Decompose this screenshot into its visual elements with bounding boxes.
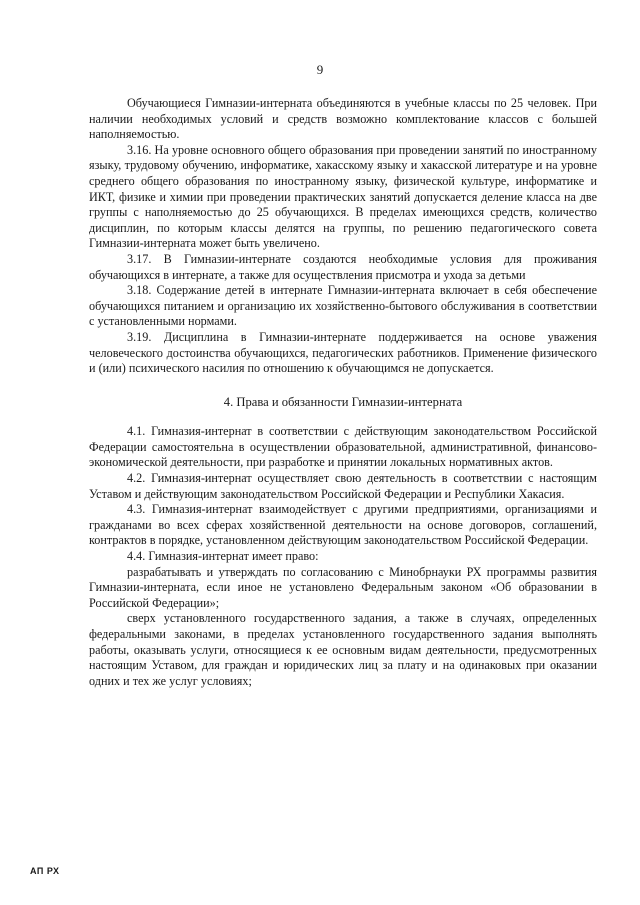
paragraph-3-19: 3.19. Дисциплина в Гимназии-интернате поддерживается на основе уважения человеческого достоинства обучающихся, педагогических работников. Применение физического и (или) психического насилия по отношению к обучающимся не допускается.: [89, 329, 597, 376]
section-heading: 4. Права и обязанности Гимназии-интерната: [223, 394, 463, 409]
paragraph-4-1: 4.1. Гимназия-интернат в соответствии с действующим законодательством Российской Федерации самостоятельна в осуществлении образовательной, административной, финансово-экономической деятельности, при разработке и принятии локальных нормативных актов.: [89, 424, 597, 470]
page-number: 9: [316, 62, 324, 77]
paragraph-right-development-programs: разрабатывать и утверждать по согласованию с Минобрнауки РХ программы развития Гимназии-интерната, если иное не установлено Федеральным законом «Об образовании в Российской Федерации»;: [89, 564, 597, 610]
paragraph-4-4: 4.4. Гимназия-интернат имеет право:: [127, 549, 319, 564]
paragraph-4-2: 4.2. Гимназия-интернат осуществляет свою деятельность в соответствии с настоящим Уставом и действующим законодательством Российской Федерации и Республики Хакасия.: [89, 471, 597, 501]
document-body: [89, 96, 597, 689]
paragraph-3-18: 3.18. Содержание детей в интернате Гимназии-интерната включает в себя обеспечение обучающихся питанием и организацию их хозяйственно-бытового обслуживания в соответствии с установленными нормами.: [89, 283, 597, 329]
paragraph-3-17: 3.17. В Гимназии-интернате создаются необходимые условия для проживания обучающихся в интернате, а также для осуществления присмотра и ухода за детьми: [89, 251, 597, 282]
paragraph-3-16: 3.16. На уровне основного общего образования при проведении занятий по иностранному языку, трудовому обучению, информатике, хакасскому языку и хакасской литературе и на уровне среднего общего образования по иностранному языку, физической культуре, информатике и ИКТ, физике и химии при проведении практических занятий допускается деление класса на две группы с наполняемостью до 25 обучающихся. В пределах имеющихся средств, количество дисциплин, по которым классы делятся на группы, по решению педагогического совета Гимназии-интерната может быть увеличено.: [89, 142, 597, 251]
corner-stamp-mark: АП РХ: [30, 866, 60, 876]
paragraph-4-3: 4.3. Гимназия-интернат взаимодействует с другими предприятиями, организациями и гражданами во всех сферах хозяйственной деятельности на основе договоров, соглашений, контрактов в порядке, установленном действующим законодательством Российской Федерации.: [89, 502, 597, 548]
paragraph-classes: Обучающиеся Гимназии-интерната объединяются в учебные классы по 25 человек. При наличии необходимых условий и средств возможно комплектование классов с большей наполняемостью.: [89, 96, 597, 142]
paragraph-right-paid-services: сверх установленного государственного задания, а также в случаях, определенных федеральными законами, в пределах установленного государственного задания выполнять работы, оказывать услуги, относящиеся к ее основным видам деятельности, предусмотренных настоящим Уставом, для граждан и юридических лиц за плату и на одинаковых при оказании одних и тех же услуг условиях;: [89, 611, 597, 688]
